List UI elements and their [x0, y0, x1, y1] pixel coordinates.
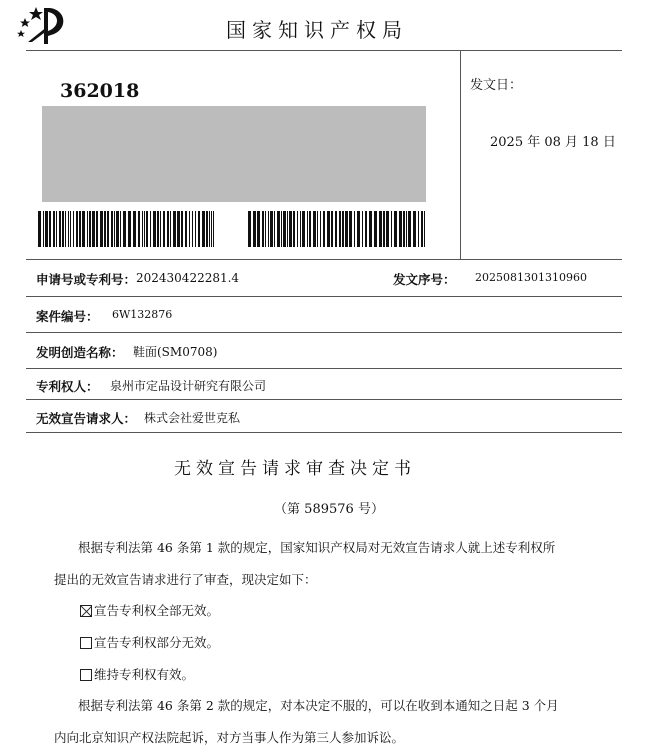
barcode-bar — [107, 211, 109, 247]
patentee-label: 专利权人： — [36, 379, 99, 394]
application-number-value: 202430422281.4 — [136, 271, 240, 285]
barcode-bar — [345, 211, 348, 247]
barcode-bar — [274, 211, 275, 247]
barcode-bar — [163, 211, 165, 247]
serial-number: 362018 — [60, 80, 140, 102]
barcode-bar — [320, 211, 321, 247]
barcode-bar — [354, 211, 355, 247]
row-rule — [26, 332, 622, 333]
patentee-value: 泉州市定品设计研究有限公司 — [110, 379, 267, 393]
top-box-divider — [460, 51, 461, 259]
barcode-bar — [418, 211, 419, 247]
checkbox-icon — [80, 637, 92, 649]
barcode-bar — [82, 211, 85, 247]
requester-value: 株式会社爱世克私 — [144, 411, 241, 425]
redacted-area — [42, 106, 426, 202]
barcode-bar — [283, 211, 286, 247]
barcode-bar — [406, 211, 407, 247]
barcode-bar — [374, 211, 377, 247]
option-label: 宣告专利权全部无效。 — [94, 603, 220, 618]
barcode-bar — [342, 211, 344, 247]
barcode-bar — [92, 211, 95, 247]
barcode-bar — [68, 211, 69, 247]
barcode-bar — [173, 211, 176, 247]
barcode-bar — [270, 211, 273, 247]
barcode-bar — [76, 211, 78, 247]
barcode-bar — [65, 211, 66, 247]
barcode-bar — [317, 211, 318, 247]
design-name-label: 发明创造名称： — [36, 345, 124, 360]
paragraph-2-line-2: 内向北京知识产权法院起诉，对方当事人作为第三人参加诉讼。 — [54, 730, 405, 745]
option-invalid-all — [80, 601, 219, 619]
barcode-bar — [386, 211, 389, 247]
barcode-bar — [120, 211, 121, 247]
barcode-bar — [206, 211, 208, 247]
barcode-bar — [379, 211, 382, 247]
barcode-bar — [289, 211, 292, 247]
row-rule — [26, 259, 622, 260]
barcode-bar — [335, 211, 337, 247]
barcode-bar — [138, 211, 140, 247]
barcode-bar — [357, 211, 360, 247]
design-name-value: 鞋面(SM0708) — [133, 345, 218, 359]
barcode-bar — [56, 211, 57, 247]
barcode-bar — [327, 211, 330, 247]
barcode-bar — [257, 211, 260, 247]
row-rule — [26, 399, 622, 400]
barcode-bar — [111, 211, 113, 247]
checkbox-icon — [80, 605, 92, 617]
barcode-bar — [277, 211, 280, 247]
dispatch-number-value: 2025081301310960 — [475, 271, 587, 284]
barcode-right — [248, 211, 426, 247]
barcode-bar — [144, 211, 145, 247]
barcode-bar — [146, 211, 148, 247]
dispatch-number-label: 发文序号： — [393, 272, 456, 287]
barcode-bar — [133, 211, 136, 247]
barcode-bar — [189, 211, 190, 247]
barcode-bar — [300, 211, 301, 247]
barcode-bar — [43, 211, 44, 247]
barcode-bar — [167, 211, 169, 247]
option-label: 宣告专利权部分无效。 — [94, 635, 220, 650]
barcode-bar — [209, 211, 210, 247]
barcode-bar — [403, 211, 405, 247]
barcode-bar — [413, 211, 416, 247]
barcode-bar — [45, 211, 48, 247]
barcode-bar — [195, 211, 196, 247]
barcode-bar — [153, 211, 156, 247]
row-rule — [26, 432, 622, 433]
barcode-bar — [323, 211, 325, 247]
barcode-bar — [104, 211, 106, 247]
barcode-bar — [424, 211, 425, 247]
date-value: 2025 年 08 月 18 日 — [490, 135, 616, 150]
barcode-bar — [38, 211, 41, 247]
option-maintain-valid — [80, 665, 194, 683]
barcode-bar — [213, 211, 214, 247]
barcode-bar — [248, 211, 251, 247]
barcode-bar — [73, 211, 74, 247]
barcode-bar — [331, 211, 333, 247]
barcode-bar — [170, 211, 171, 247]
option-invalid-partial — [80, 633, 219, 651]
barcode-bar — [150, 211, 151, 247]
barcode-bar — [181, 211, 183, 247]
barcode-bar — [293, 211, 295, 247]
barcode-bar — [253, 211, 256, 247]
barcode-left — [38, 211, 216, 247]
barcode-bar — [399, 211, 402, 247]
barcode-bar — [297, 211, 298, 247]
barcode-bar — [281, 211, 282, 247]
barcode-bar — [62, 211, 64, 247]
barcode-bar — [265, 211, 266, 247]
barcode-bar — [198, 211, 200, 247]
decision-title: 无效宣告请求审查决定书 — [174, 459, 416, 479]
barcode-bar — [160, 211, 161, 247]
barcode-bar — [100, 211, 103, 247]
barcode-bar — [307, 211, 308, 247]
barcode-bar — [268, 211, 269, 247]
barcode-bar — [369, 211, 372, 247]
barcode-bar — [142, 211, 143, 247]
barcode-bar — [128, 211, 131, 247]
barcode-bar — [349, 211, 352, 247]
row-rule — [26, 296, 622, 297]
row-rule — [26, 368, 622, 369]
barcode-bar — [211, 211, 212, 247]
barcode-bar — [49, 211, 51, 247]
case-number-value: 6W132876 — [112, 308, 173, 321]
barcode-bar — [96, 211, 98, 247]
org-title: 国家知识产权局 — [226, 18, 408, 42]
barcode-bar — [421, 211, 423, 247]
barcode-bar — [116, 211, 119, 247]
barcode-bar — [339, 211, 341, 247]
barcode-bar — [302, 211, 305, 247]
barcode-bar — [365, 211, 367, 247]
barcode-bar — [202, 211, 205, 247]
barcode-bar — [87, 211, 88, 247]
barcode-bar — [70, 211, 71, 247]
case-number-label: 案件编号： — [36, 309, 99, 324]
barcode-bar — [157, 211, 159, 247]
barcode-bar — [123, 211, 126, 247]
barcode-bar — [309, 211, 311, 247]
barcode-bar — [89, 211, 91, 247]
paragraph-1-line-2: 提出的无效宣告请求进行了审查，现决定如下： — [54, 572, 317, 587]
barcode-bar — [53, 211, 55, 247]
option-label: 维持专利权有效。 — [94, 667, 195, 682]
application-number-label: 申请号或专利号： — [36, 272, 137, 287]
barcode-bar — [362, 211, 363, 247]
barcode-bar — [394, 211, 397, 247]
barcode-bar — [391, 211, 392, 247]
header-rule — [26, 50, 622, 51]
paragraph-2-line-1: 根据专利法第 46 条第 2 款的规定，对本决定不服的，可以在收到本通知之日起 3 个月 — [78, 698, 559, 713]
barcode-bar — [185, 211, 187, 247]
barcode-bar — [313, 211, 316, 247]
barcode-bar — [114, 211, 115, 247]
barcode-bar — [79, 211, 81, 247]
barcode-bar — [177, 211, 180, 247]
barcode-bar — [192, 211, 193, 247]
barcode-bar — [59, 211, 61, 247]
requester-label: 无效宣告请求人： — [36, 411, 137, 426]
paragraph-1-line-1: 根据专利法第 46 条第 1 款的规定，国家知识产权局对无效宣告请求人就上述专利权所 — [78, 540, 556, 555]
decision-number: （第 589576 号） — [274, 502, 384, 517]
checkbox-icon — [80, 669, 92, 681]
barcode-bar — [383, 211, 385, 247]
cnipa-logo-icon — [14, 4, 70, 46]
barcode-bar — [262, 211, 264, 247]
barcode-bar — [287, 211, 288, 247]
barcode-bar — [408, 211, 411, 247]
date-label: 发文日： — [470, 78, 523, 93]
